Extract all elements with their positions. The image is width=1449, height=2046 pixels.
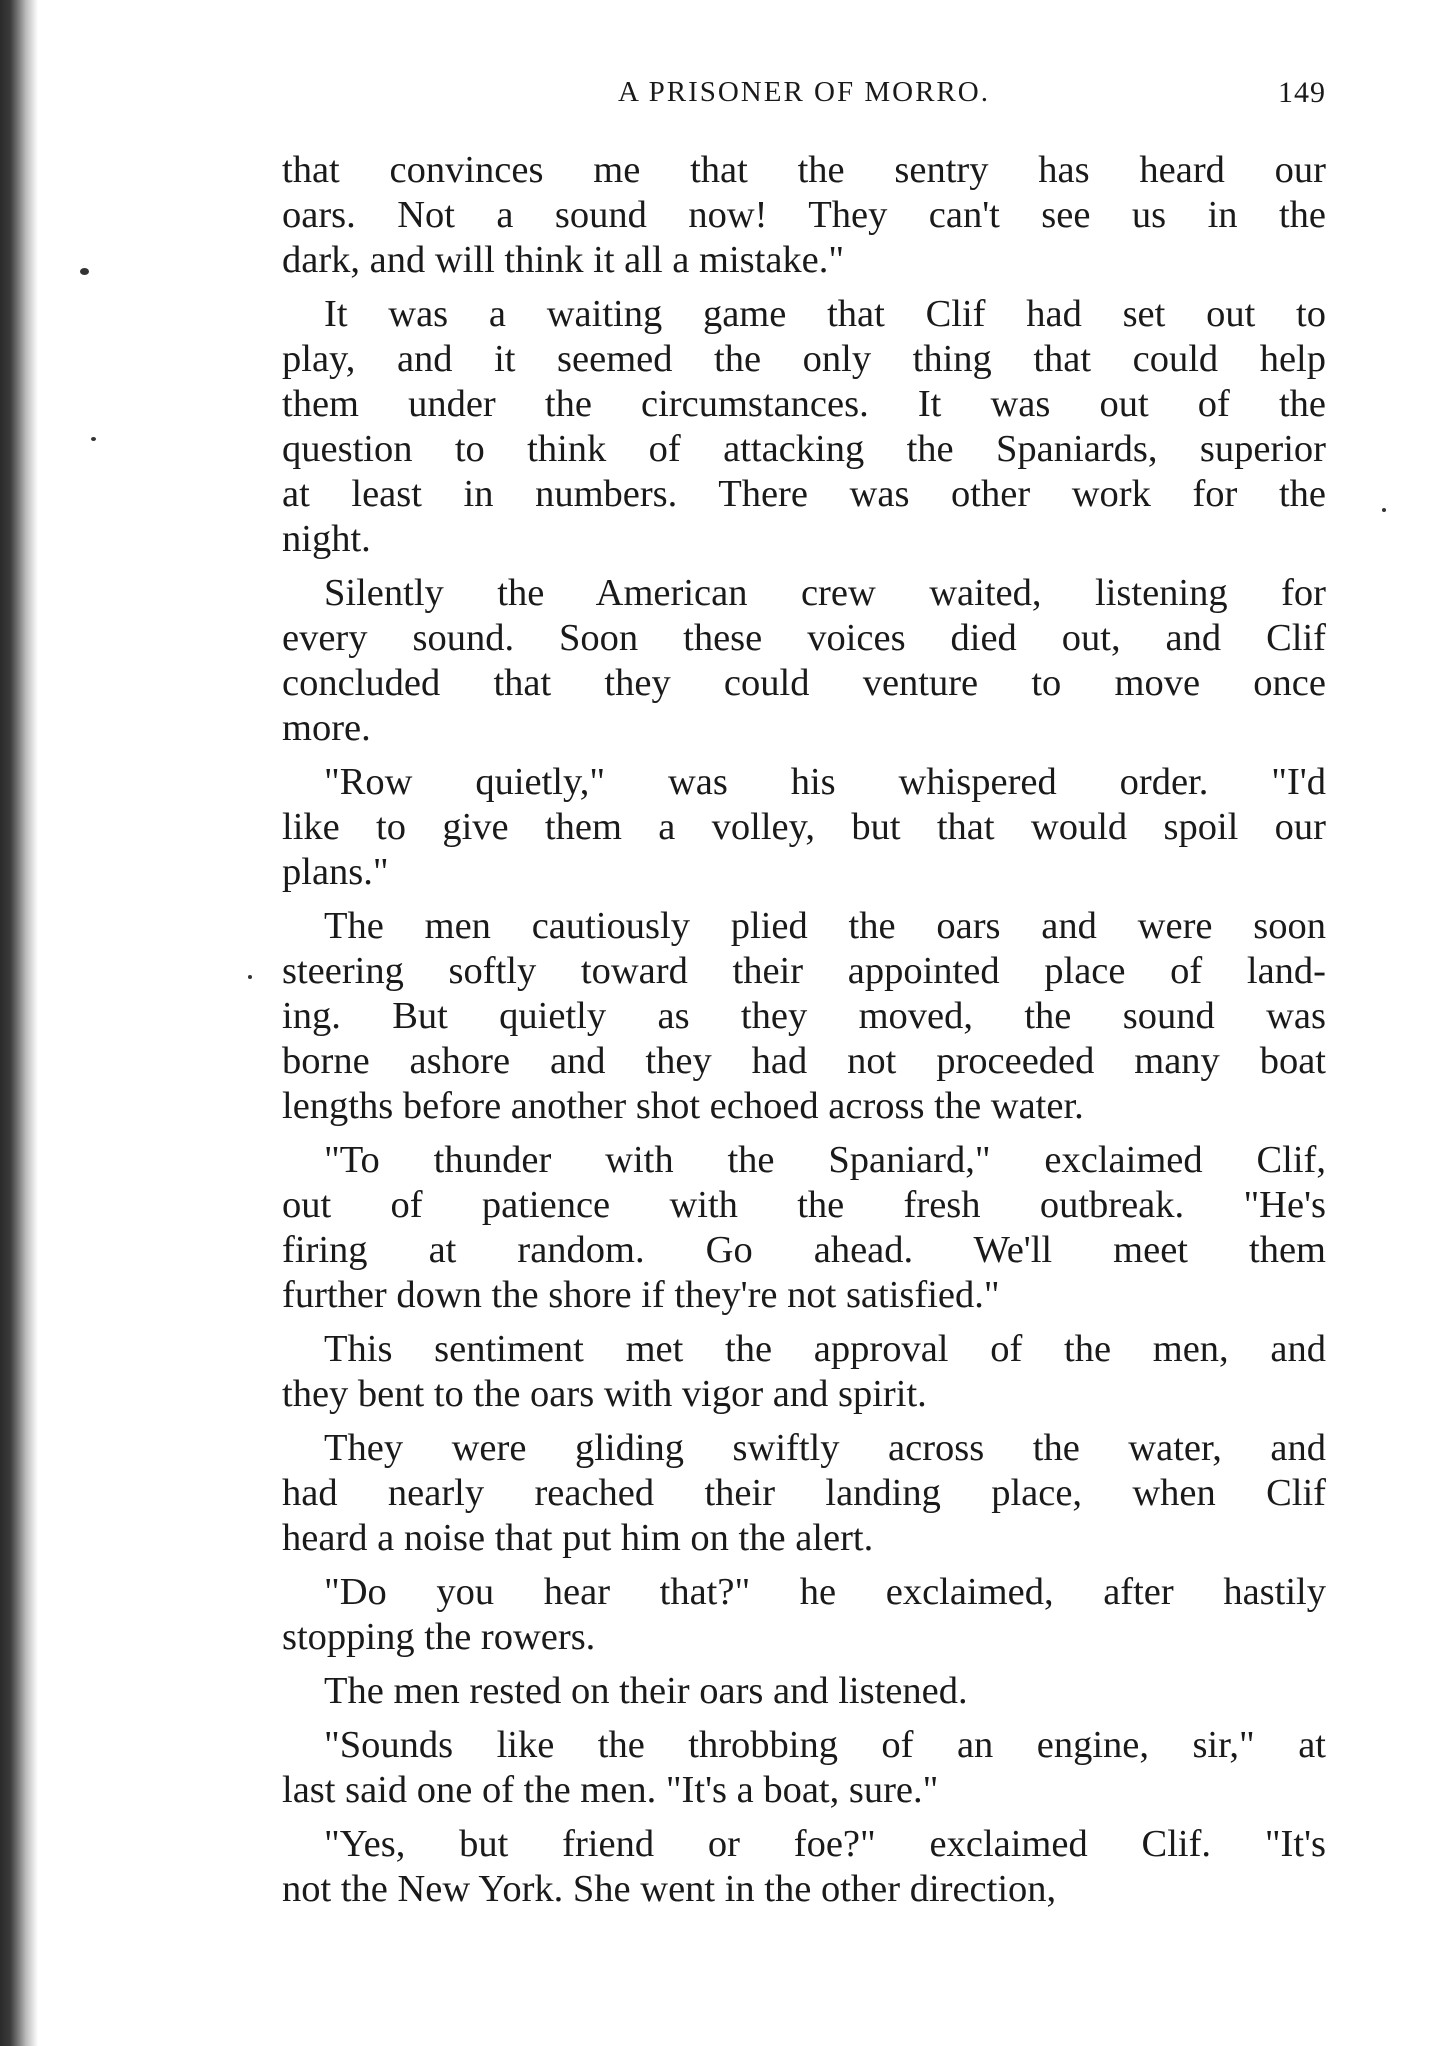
text-line: had nearly reached their landing place, when Clif <box>282 1472 1326 1514</box>
paragraph-gap <box>282 895 1326 904</box>
paragraph-gap <box>282 1813 1326 1822</box>
paragraph <box>282 760 1326 895</box>
text-line: steering softly toward their appointed place of land- <box>282 950 1326 992</box>
text-line: out of patience with the fresh outbreak. "He's <box>282 1184 1326 1226</box>
paragraph <box>282 1570 1326 1660</box>
paragraph <box>282 904 1326 1129</box>
text-line: It was a waiting game that Clif had set out to <box>324 293 1326 335</box>
text-line: "Yes, but friend or foe?" exclaimed Clif. "It's <box>324 1823 1326 1865</box>
text-line: "Sounds like the throbbing of an engine, sir," at <box>324 1724 1326 1766</box>
text-line: oars. Not a sound now! They can't see us in the <box>282 194 1326 236</box>
paragraph-gap <box>282 1417 1326 1426</box>
text-line: them under the circumstances. It was out of the <box>282 383 1326 425</box>
text-line: last said one of the men. "It's a boat, sure." <box>282 1769 939 1811</box>
text-line: They were gliding swiftly across the water, and <box>324 1427 1326 1469</box>
paragraph <box>282 1138 1326 1318</box>
paragraph <box>282 292 1326 562</box>
text-line: borne ashore and they had not proceeded many boat <box>282 1040 1326 1082</box>
paragraph <box>282 1327 1326 1417</box>
paragraph-gap <box>282 283 1326 292</box>
paragraph <box>282 571 1326 751</box>
paragraph <box>282 1426 1326 1561</box>
text-line: ing. But quietly as they moved, the sound was <box>282 995 1326 1037</box>
paragraph <box>282 1723 1326 1813</box>
text-line: night. <box>282 518 371 560</box>
ink-speck <box>80 268 89 275</box>
text-line: heard a noise that put him on the alert. <box>282 1517 874 1559</box>
running-title: A PRISONER OF MORRO. <box>618 76 990 108</box>
text-line: more. <box>282 707 371 749</box>
ink-speck <box>91 437 96 441</box>
text-line: "Row quietly," was his whispered order. "I'd <box>324 761 1326 803</box>
paragraph-gap <box>282 1318 1326 1327</box>
text-line: play, and it seemed the only thing that could help <box>282 338 1326 380</box>
text-line: stopping the rowers. <box>282 1616 596 1658</box>
ink-speck <box>1382 508 1386 512</box>
paragraph <box>282 1822 1326 1912</box>
paragraph <box>282 148 1326 283</box>
paragraph-gap <box>282 751 1326 760</box>
text-line: every sound. Soon these voices died out, and Clif <box>282 617 1326 659</box>
page-binding-edge <box>0 0 38 2046</box>
text-line: The men cautiously plied the oars and were soon <box>324 905 1326 947</box>
ink-speck <box>248 975 252 979</box>
body-text <box>282 148 1326 1912</box>
paragraph-gap <box>282 562 1326 571</box>
paragraph-gap <box>282 1129 1326 1138</box>
text-line: "To thunder with the Spaniard," exclaimed Clif, <box>324 1139 1326 1181</box>
text-line: not the New York. She went in the other direction, <box>282 1868 1057 1910</box>
page-number: 149 <box>1278 76 1326 109</box>
paragraph-gap <box>282 1714 1326 1723</box>
text-line: This sentiment met the approval of the men, and <box>324 1328 1326 1370</box>
page-header <box>282 76 1326 116</box>
text-line: lengths before another shot echoed across the water. <box>282 1085 1084 1127</box>
text-line: further down the shore if they're not satisfied." <box>282 1274 1000 1316</box>
text-line: like to give them a volley, but that would spoil our <box>282 806 1326 848</box>
paragraph <box>282 1669 1326 1714</box>
text-line: firing at random. Go ahead. We'll meet them <box>282 1229 1326 1271</box>
text-line: Silently the American crew waited, listening for <box>324 572 1326 614</box>
text-line: they bent to the oars with vigor and spirit. <box>282 1373 927 1415</box>
text-line: that convinces me that the sentry has heard our <box>282 149 1326 191</box>
text-line: concluded that they could venture to move once <box>282 662 1326 704</box>
text-line: question to think of attacking the Spaniards, superior <box>282 428 1326 470</box>
paragraph-gap <box>282 1561 1326 1570</box>
paragraph-gap <box>282 1660 1326 1669</box>
text-line: "Do you hear that?" he exclaimed, after hastily <box>324 1571 1326 1613</box>
text-line: The men rested on their oars and listened. <box>324 1670 968 1712</box>
text-line: plans." <box>282 851 389 893</box>
text-line: at least in numbers. There was other work for the <box>282 473 1326 515</box>
text-line: dark, and will think it all a mistake." <box>282 239 845 281</box>
